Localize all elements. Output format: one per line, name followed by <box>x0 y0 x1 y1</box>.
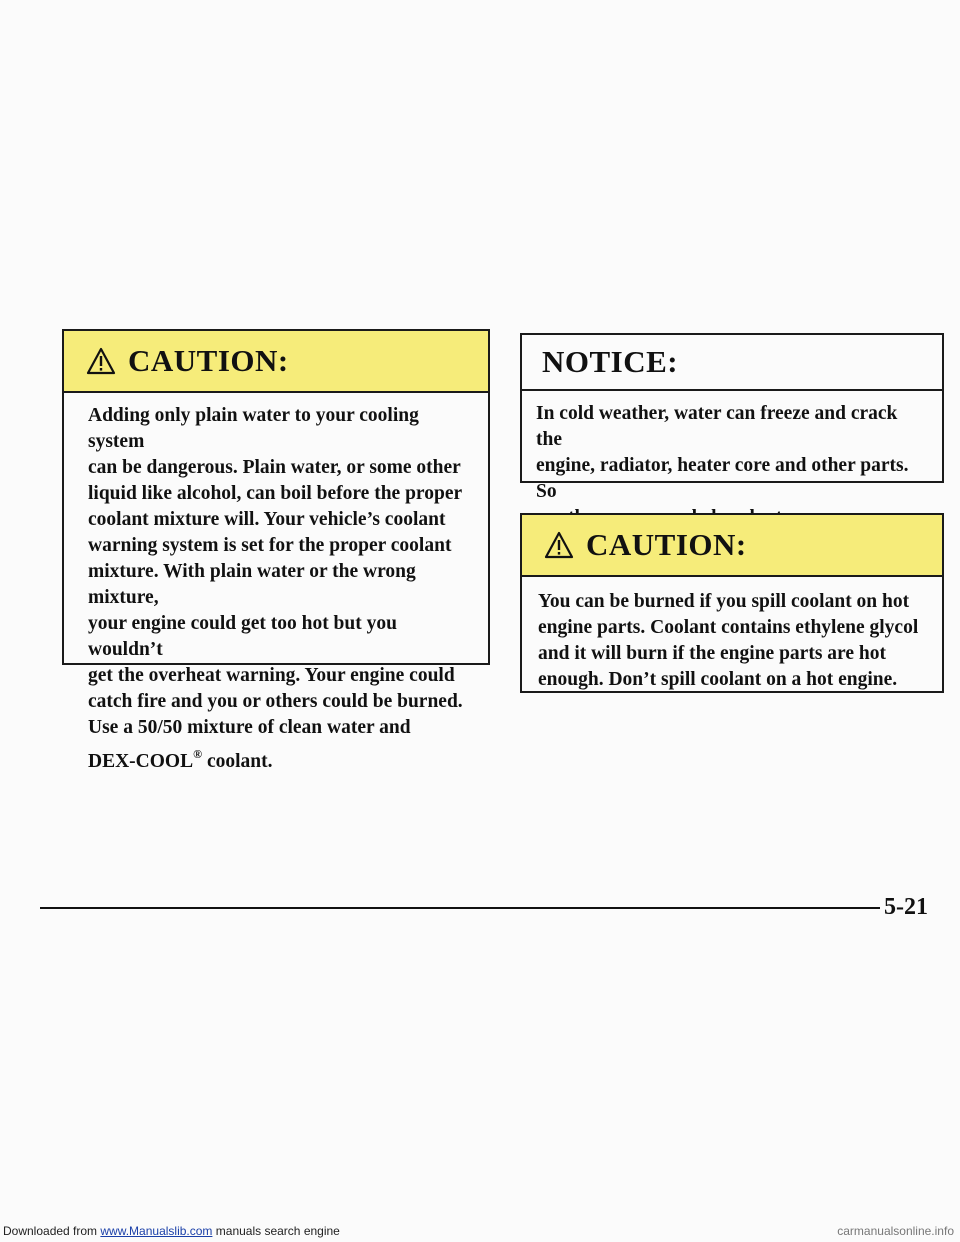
notice-body <box>522 391 942 531</box>
body-line: warning system is set for the proper coolant <box>88 535 452 556</box>
body-line: mixture. With plain water or the wrong mixture, <box>88 561 416 608</box>
download-prefix: Downloaded from <box>3 1224 101 1238</box>
body-line: get the overheat warning. Your engine could <box>88 665 455 686</box>
coolant-text: coolant. <box>202 751 273 772</box>
body-line: engine, radiator, heater core and other parts. So <box>536 455 909 502</box>
warning-triangle-icon <box>544 531 574 559</box>
body-line-last <box>64 741 488 775</box>
caution-title: CAUTION: <box>586 527 747 562</box>
caution-box-left <box>62 329 490 772</box>
registered-mark: ® <box>193 747 203 761</box>
caution-body <box>64 393 488 775</box>
caution-body <box>522 577 942 693</box>
body-line: Use a 50/50 mixture of clean water and <box>88 717 411 738</box>
page-number: 5-21 <box>884 894 928 920</box>
caution-header <box>64 331 488 393</box>
body-line: You can be burned if you spill coolant on hot <box>538 591 910 612</box>
body-line: engine parts. Coolant contains ethylene glycol <box>538 617 919 638</box>
footer-rule <box>40 907 880 909</box>
dexcool-text: DEX-COOL <box>88 751 194 772</box>
notice-box <box>520 333 944 502</box>
notice-title: NOTICE: <box>542 344 679 379</box>
body-line: coolant mixture will. Your vehicle’s coolant <box>88 509 446 530</box>
manualslib-link[interactable]: www.Manualslib.com <box>100 1224 213 1238</box>
body-line: can be dangerous. Plain water, or some other <box>88 457 461 478</box>
body-line: and it will burn if the engine parts are hot <box>538 643 886 664</box>
body-line: Adding only plain water to your cooling system <box>88 405 419 452</box>
warning-triangle-icon <box>86 347 116 375</box>
body-line: In cold weather, water can freeze and crack the <box>536 403 898 450</box>
download-suffix: manuals search engine <box>212 1224 340 1238</box>
notice-header <box>522 335 942 391</box>
body-line: enough. Don’t spill coolant on a hot engine. <box>538 669 898 690</box>
watermark: carmanualsonline.info <box>837 1224 954 1238</box>
body-line: liquid like alcohol, can boil before the proper <box>88 483 463 504</box>
body-line: your engine could get too hot but you wouldn’t <box>88 613 397 660</box>
body-line: catch fire and you or others could be burned. <box>88 691 463 712</box>
caution-box-right <box>520 513 944 693</box>
download-footer <box>0 1224 960 1238</box>
caution-title: CAUTION: <box>128 343 289 378</box>
caution-header <box>522 515 942 577</box>
